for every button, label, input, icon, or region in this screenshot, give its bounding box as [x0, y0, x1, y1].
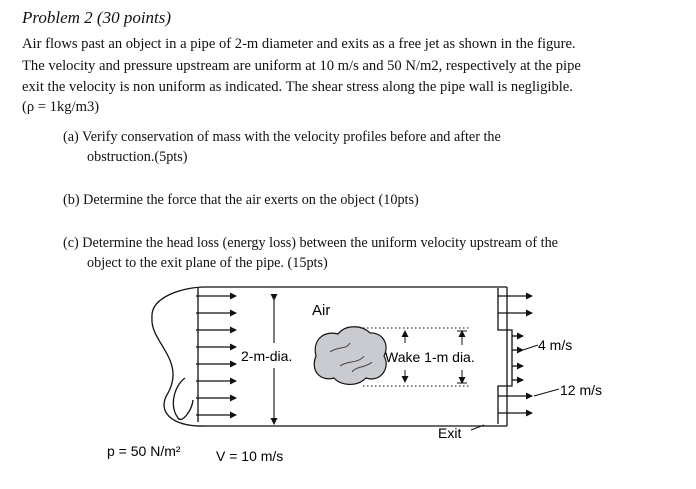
velocity-leaders	[471, 345, 559, 430]
inner-velocity-label: 4 m/s	[538, 337, 573, 353]
statement-line-3: exit the velocity is non uniform as indicated. The shear stress along the pipe wall is negligible.	[22, 79, 573, 95]
pipe-left-loop	[173, 378, 193, 419]
problem-title: Problem 2 (30 points)	[22, 8, 172, 27]
question-c-line-1: (c) Determine the head loss (energy loss) between the uniform velocity upstream of the	[63, 235, 558, 251]
inlet-velocity-arrows	[196, 288, 236, 422]
diameter-label: 2-m-dia.	[241, 348, 293, 364]
velocity-label: V = 10 m/s	[216, 448, 284, 464]
question-a-line-2: obstruction.(5pts)	[87, 149, 188, 165]
statement-line-1: Air flows past an object in a pipe of 2-m diameter and exits as a free jet as shown in the figure.	[22, 36, 576, 52]
obstruction-object	[314, 327, 386, 385]
outer-velocity-label: 12 m/s	[560, 382, 603, 398]
density-note: (ρ = 1kg/m3)	[22, 99, 100, 115]
pressure-label: p = 50 N/m²	[107, 443, 181, 459]
wake-label: Wake 1-m dia.	[385, 349, 475, 365]
question-b-line-1: (b) Determine the force that the air exerts on the object (10pts)	[63, 192, 419, 208]
air-label: Air	[312, 302, 331, 319]
exit-velocity-arrows	[498, 288, 532, 424]
question-a-line-1: (a) Verify conservation of mass with the velocity profiles before and after the	[63, 129, 501, 145]
exit-label: Exit	[438, 425, 462, 441]
statement-line-2: The velocity and pressure upstream are uniform at 10 m/s and 50 N/m2, respectively at the pipe	[22, 57, 581, 74]
question-c-line-2: object to the exit plane of the pipe. (15pts)	[87, 255, 328, 271]
